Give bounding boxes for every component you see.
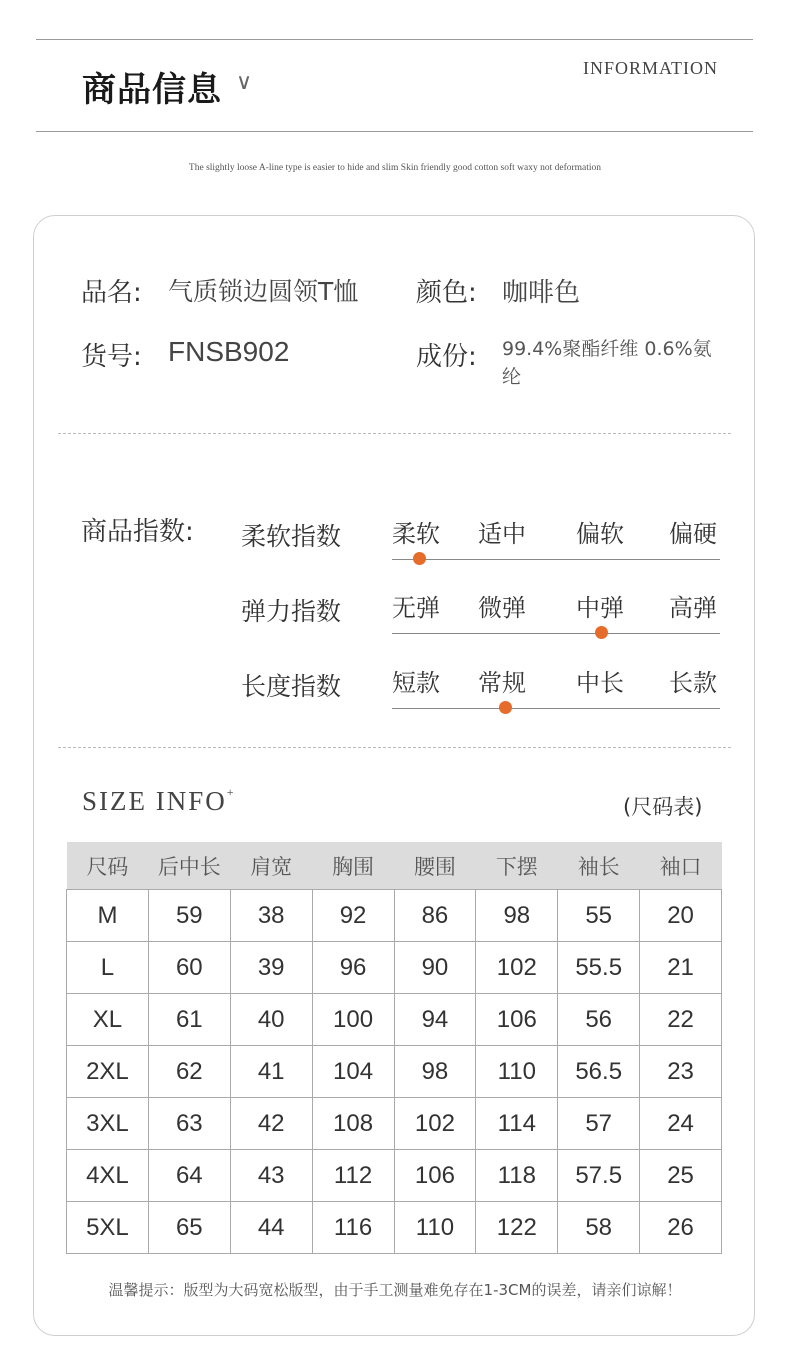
softness-option: 偏硬 xyxy=(669,520,717,548)
table-cell: 57 xyxy=(558,1098,640,1150)
page-title: 商品信息 xyxy=(82,70,222,110)
elasticity-option: 高弹 xyxy=(669,594,717,622)
table-row xyxy=(67,1150,722,1202)
table-cell: 60 xyxy=(148,942,230,994)
table-cell: 26 xyxy=(640,1202,722,1254)
table-cell: 114 xyxy=(476,1098,558,1150)
table-cell: 20 xyxy=(640,890,722,942)
header-cell: 胸围 xyxy=(312,842,394,890)
size-table-header xyxy=(67,842,722,890)
code-value: FNSB902 xyxy=(168,336,290,367)
table-cell: 39 xyxy=(230,942,312,994)
table-cell: M xyxy=(67,890,149,942)
table-cell: 94 xyxy=(394,994,476,1046)
table-cell: 118 xyxy=(476,1150,558,1202)
table-cell: 58 xyxy=(558,1202,640,1254)
table-cell: 56.5 xyxy=(558,1046,640,1098)
table-cell: 44 xyxy=(230,1202,312,1254)
table-cell: 22 xyxy=(640,994,722,1046)
table-cell: 38 xyxy=(230,890,312,942)
table-row xyxy=(67,942,722,994)
index-title: 商品指数: xyxy=(81,517,194,547)
dashed-divider xyxy=(58,747,731,748)
table-cell: 23 xyxy=(640,1046,722,1098)
table-cell: 43 xyxy=(230,1150,312,1202)
header-cell: 尺码 xyxy=(67,842,149,890)
color-value: 咖啡色 xyxy=(502,278,581,308)
code-key: 货号: xyxy=(81,342,142,372)
length-label: 长度指数 xyxy=(241,672,342,701)
table-cell: 62 xyxy=(148,1046,230,1098)
softness-marker xyxy=(413,552,426,565)
table-cell: 102 xyxy=(394,1098,476,1150)
size-title-sup: + xyxy=(226,785,236,799)
table-cell: 112 xyxy=(312,1150,394,1202)
title-english: INFORMATION xyxy=(583,58,719,78)
elasticity-option: 无弹 xyxy=(392,594,440,622)
table-cell: 25 xyxy=(640,1150,722,1202)
table-cell: 24 xyxy=(640,1098,722,1150)
length-scale xyxy=(392,708,720,709)
name-value: 气质锁边圆领T恤 xyxy=(168,277,359,306)
elasticity-label: 弹力指数 xyxy=(241,597,342,626)
size-title-cn: (尺码表) xyxy=(623,795,703,819)
elasticity-marker xyxy=(595,626,608,639)
table-cell: L xyxy=(67,942,149,994)
header-cell: 下摆 xyxy=(476,842,558,890)
table-cell: 2XL xyxy=(67,1046,149,1098)
table-cell: 59 xyxy=(148,890,230,942)
elasticity-option: 中弹 xyxy=(576,594,624,622)
size-note: 温馨提示：版型为大码宽松版型，由于手工测量难免存在1-3CM的误差，请亲们谅解！ xyxy=(108,1281,682,1299)
length-option: 常规 xyxy=(478,669,526,697)
softness-option: 柔软 xyxy=(392,520,440,548)
header-cell: 腰围 xyxy=(394,842,476,890)
table-cell: 122 xyxy=(476,1202,558,1254)
table-cell: 104 xyxy=(312,1046,394,1098)
material-key: 成份: xyxy=(416,342,477,372)
table-cell: XL xyxy=(67,994,149,1046)
softness-label: 柔软指数 xyxy=(241,522,342,551)
table-cell: 3XL xyxy=(67,1098,149,1150)
header-cell: 后中长 xyxy=(148,842,230,890)
table-cell: 86 xyxy=(394,890,476,942)
header-subtitle: The slightly loose A-line type is easier to hide and slim Skin friendly good cotton soft waxy not deformation xyxy=(188,163,602,173)
color-key: 颜色: xyxy=(416,278,477,308)
table-cell: 40 xyxy=(230,994,312,1046)
table-cell: 100 xyxy=(312,994,394,1046)
table-cell: 21 xyxy=(640,942,722,994)
header-divider xyxy=(36,131,753,132)
table-row xyxy=(67,994,722,1046)
material-value: 99.4%聚酯纤维 0.6%氨纶 xyxy=(502,338,712,388)
table-cell: 106 xyxy=(394,1150,476,1202)
table-cell: 110 xyxy=(476,1046,558,1098)
table-cell: 57.5 xyxy=(558,1150,640,1202)
table-row xyxy=(67,1046,722,1098)
table-cell: 110 xyxy=(394,1202,476,1254)
header-cell: 袖口 xyxy=(640,842,722,890)
table-cell: 55.5 xyxy=(558,942,640,994)
table-cell: 61 xyxy=(148,994,230,1046)
size-info-title xyxy=(82,786,236,817)
table-cell: 41 xyxy=(230,1046,312,1098)
table-cell: 63 xyxy=(148,1098,230,1150)
table-cell: 4XL xyxy=(67,1150,149,1202)
table-cell: 98 xyxy=(476,890,558,942)
size-table xyxy=(66,842,722,1254)
table-cell: 90 xyxy=(394,942,476,994)
table-cell: 108 xyxy=(312,1098,394,1150)
table-cell: 98 xyxy=(394,1046,476,1098)
length-option: 长款 xyxy=(669,669,717,697)
table-cell: 55 xyxy=(558,890,640,942)
softness-option: 适中 xyxy=(478,520,526,548)
name-key: 品名: xyxy=(81,278,142,308)
elasticity-option: 微弹 xyxy=(478,594,526,622)
top-divider xyxy=(36,39,753,40)
softness-scale xyxy=(392,559,720,560)
length-option: 中长 xyxy=(576,669,624,697)
table-cell: 65 xyxy=(148,1202,230,1254)
dashed-divider xyxy=(58,433,731,434)
length-marker xyxy=(499,701,512,714)
table-cell: 96 xyxy=(312,942,394,994)
table-cell: 116 xyxy=(312,1202,394,1254)
table-cell: 102 xyxy=(476,942,558,994)
header-cell: 肩宽 xyxy=(230,842,312,890)
table-cell: 92 xyxy=(312,890,394,942)
length-option: 短款 xyxy=(392,669,440,697)
table-cell: 106 xyxy=(476,994,558,1046)
header-cell: 袖长 xyxy=(558,842,640,890)
table-cell: 56 xyxy=(558,994,640,1046)
table-cell: 42 xyxy=(230,1098,312,1150)
size-title-text: SIZE INFO xyxy=(82,786,227,816)
table-row xyxy=(67,1098,722,1150)
table-cell: 64 xyxy=(148,1150,230,1202)
table-row xyxy=(67,1202,722,1254)
softness-option: 偏软 xyxy=(576,520,624,548)
chevron-down-icon: ∨ xyxy=(236,70,253,95)
table-cell: 5XL xyxy=(67,1202,149,1254)
table-row xyxy=(67,890,722,942)
elasticity-scale xyxy=(392,633,720,634)
